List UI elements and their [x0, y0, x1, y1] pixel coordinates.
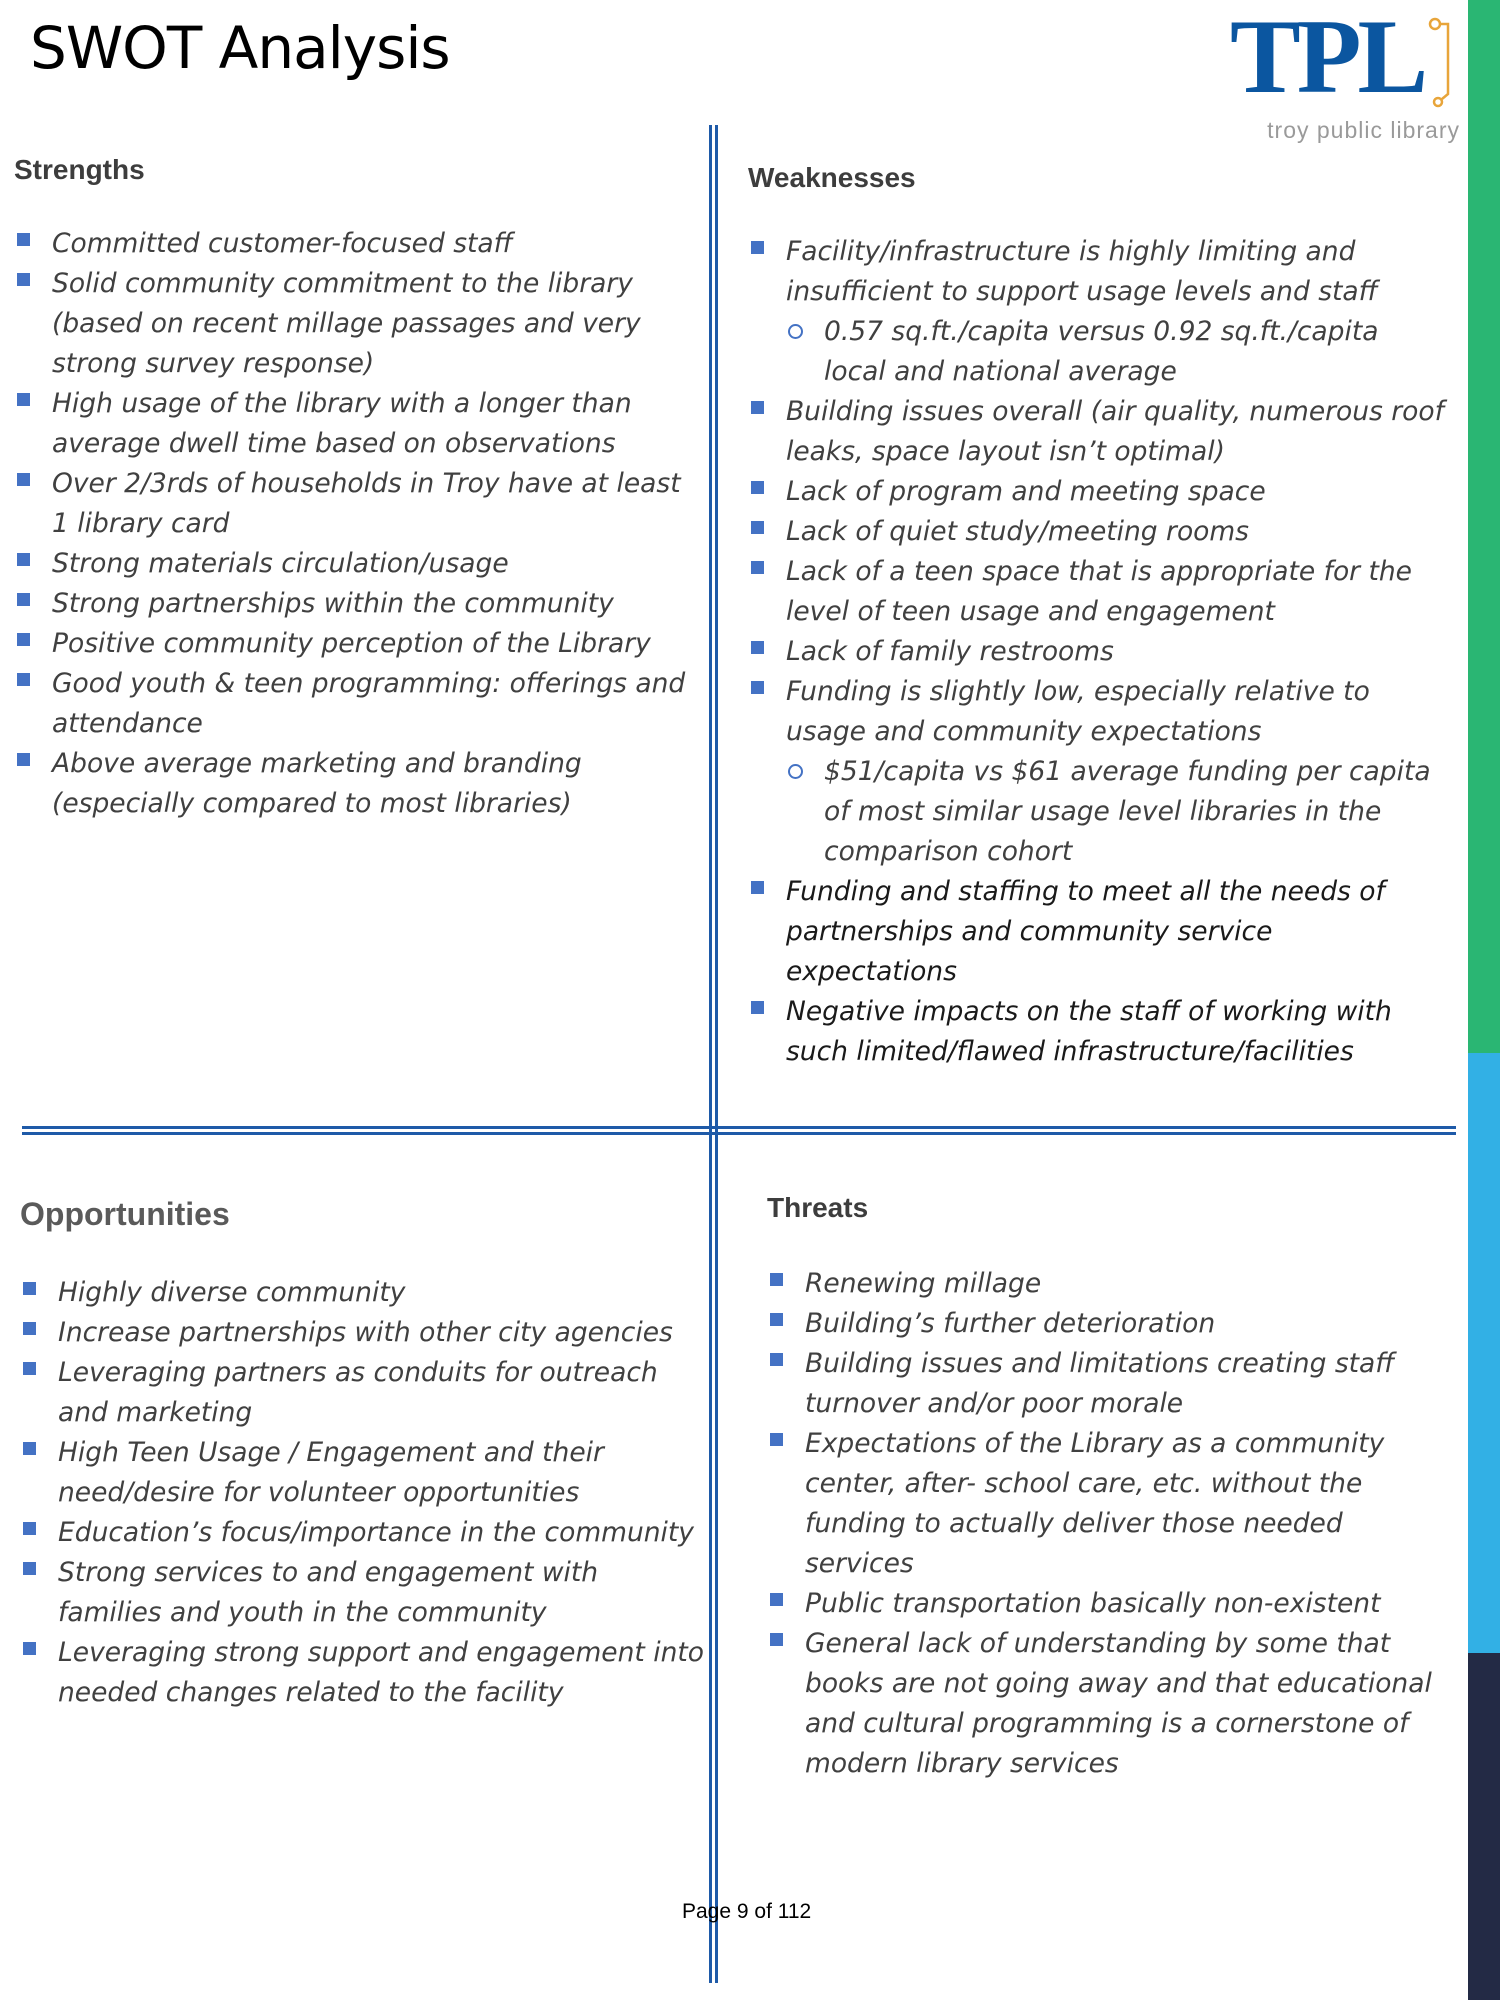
square-bullet-icon [17, 233, 30, 246]
threats-list [767, 1264, 1457, 1784]
list-item: Funding and staffing to meet all the needs of partnerships and community service expectations [748, 872, 1448, 992]
square-bullet-icon [17, 473, 30, 486]
square-bullet-icon [751, 641, 764, 654]
circle-bullet-icon [788, 324, 803, 339]
logo-mark: TPL [1230, 0, 1425, 115]
circle-bullet-icon [788, 764, 803, 779]
list-item: Expectations of the Library as a community center, after- school care, etc. without the funding to actually deliver those needed services [767, 1424, 1457, 1584]
list-item: Committed customer-focused staff [14, 224, 704, 264]
side-bar-navy [1468, 1653, 1500, 2000]
square-bullet-icon [751, 521, 764, 534]
list-item: Public transportation basically non-existent [767, 1584, 1457, 1624]
list-item: Strong services to and engagement with families and youth in the community [20, 1553, 710, 1633]
square-bullet-icon [17, 753, 30, 766]
horizontal-divider [22, 1126, 1456, 1135]
list-item: Over 2/3rds of households in Troy have at least 1 library card [14, 464, 704, 544]
list-item: Negative impacts on the staff of working with such limited/flawed infrastructure/facilities [748, 992, 1448, 1072]
list-item: Increase partnerships with other city agencies [20, 1313, 710, 1353]
square-bullet-icon [23, 1522, 36, 1535]
square-bullet-icon [770, 1313, 783, 1326]
vertical-divider [709, 125, 718, 1983]
list-item: Good youth & teen programming: offerings and attendance [14, 664, 704, 744]
threats-heading: Threats [767, 1192, 869, 1223]
weaknesses-list [748, 232, 1448, 1072]
opportunities-quadrant [20, 1196, 710, 1713]
list-item: Building’s further deterioration [767, 1304, 1457, 1344]
list-item: Building issues overall (air quality, numerous roof leaks, space layout isn’t optimal) [748, 392, 1448, 472]
square-bullet-icon [23, 1442, 36, 1455]
list-item: Lack of quiet study/meeting rooms [748, 512, 1448, 552]
list-item: Leveraging partners as conduits for outreach and marketing [20, 1353, 710, 1433]
square-bullet-icon [17, 393, 30, 406]
logo-subtitle: troy public library [1267, 117, 1460, 143]
list-item: High usage of the library with a longer than average dwell time based on observations [14, 384, 704, 464]
square-bullet-icon [17, 633, 30, 646]
page-number: Page 9 of 112 [682, 1900, 812, 1923]
square-bullet-icon [751, 401, 764, 414]
list-item: Strong partnerships within the community [14, 584, 704, 624]
square-bullet-icon [17, 553, 30, 566]
square-bullet-icon [770, 1633, 783, 1646]
list-item: Renewing millage [767, 1264, 1457, 1304]
strengths-list [14, 224, 704, 824]
opportunities-list [20, 1273, 710, 1713]
list-item: Lack of a teen space that is appropriate for the level of teen usage and engagement [748, 552, 1448, 632]
list-item: Leveraging strong support and engagement into needed changes related to the facility [20, 1633, 710, 1713]
square-bullet-icon [23, 1362, 36, 1375]
strengths-quadrant [14, 154, 704, 824]
square-bullet-icon [23, 1562, 36, 1575]
square-bullet-icon [17, 273, 30, 286]
square-bullet-icon [23, 1282, 36, 1295]
tpl-logo [1230, 0, 1460, 144]
list-item: Highly diverse community [20, 1273, 710, 1313]
square-bullet-icon [751, 881, 764, 894]
square-bullet-icon [751, 561, 764, 574]
square-bullet-icon [23, 1322, 36, 1335]
list-item: Solid community commitment to the library (based on recent millage passages and very strong survey response) [14, 264, 704, 384]
list-item: Funding is slightly low, especially relative to usage and community expectations [748, 672, 1448, 752]
square-bullet-icon [751, 681, 764, 694]
list-item: Positive community perception of the Library [14, 624, 704, 664]
list-item: Strong materials circulation/usage [14, 544, 704, 584]
side-bar-green [1468, 0, 1500, 1053]
list-item: Lack of family restrooms [748, 632, 1448, 672]
list-item: Lack of program and meeting space [748, 472, 1448, 512]
square-bullet-icon [770, 1593, 783, 1606]
side-bar-cyan [1468, 1053, 1500, 1653]
square-bullet-icon [770, 1273, 783, 1286]
list-item: Building issues and limitations creating staff turnover and/or poor morale [767, 1344, 1457, 1424]
list-item: High Teen Usage / Engagement and their need/desire for volunteer opportunities [20, 1433, 710, 1513]
square-bullet-icon [770, 1433, 783, 1446]
weaknesses-heading: Weaknesses [748, 162, 916, 193]
opportunities-heading: Opportunities [20, 1196, 230, 1232]
square-bullet-icon [17, 673, 30, 686]
square-bullet-icon [751, 481, 764, 494]
square-bullet-icon [751, 1001, 764, 1014]
threats-quadrant [767, 1192, 1457, 1784]
strengths-heading: Strengths [14, 154, 145, 185]
list-item: Above average marketing and branding (especially compared to most libraries) [14, 744, 704, 824]
sub-list-item: $51/capita vs $61 average funding per capita of most similar usage level libraries in the comparison cohort [748, 752, 1448, 872]
sub-list-item: 0.57 sq.ft./capita versus 0.92 sq.ft./capita local and national average [748, 312, 1448, 392]
list-item: Education’s focus/importance in the community [20, 1513, 710, 1553]
list-item: Facility/infrastructure is highly limiting and insufficient to support usage levels and staff [748, 232, 1448, 312]
square-bullet-icon [770, 1353, 783, 1366]
circuit-accent-icon [1230, 14, 1460, 124]
square-bullet-icon [17, 593, 30, 606]
list-item: General lack of understanding by some that books are not going away and that educational and cultural programming is a cornerstone of modern library services [767, 1624, 1457, 1784]
square-bullet-icon [751, 241, 764, 254]
page-title: SWOT Analysis [30, 14, 450, 82]
weaknesses-quadrant [748, 162, 1448, 1072]
square-bullet-icon [23, 1642, 36, 1655]
